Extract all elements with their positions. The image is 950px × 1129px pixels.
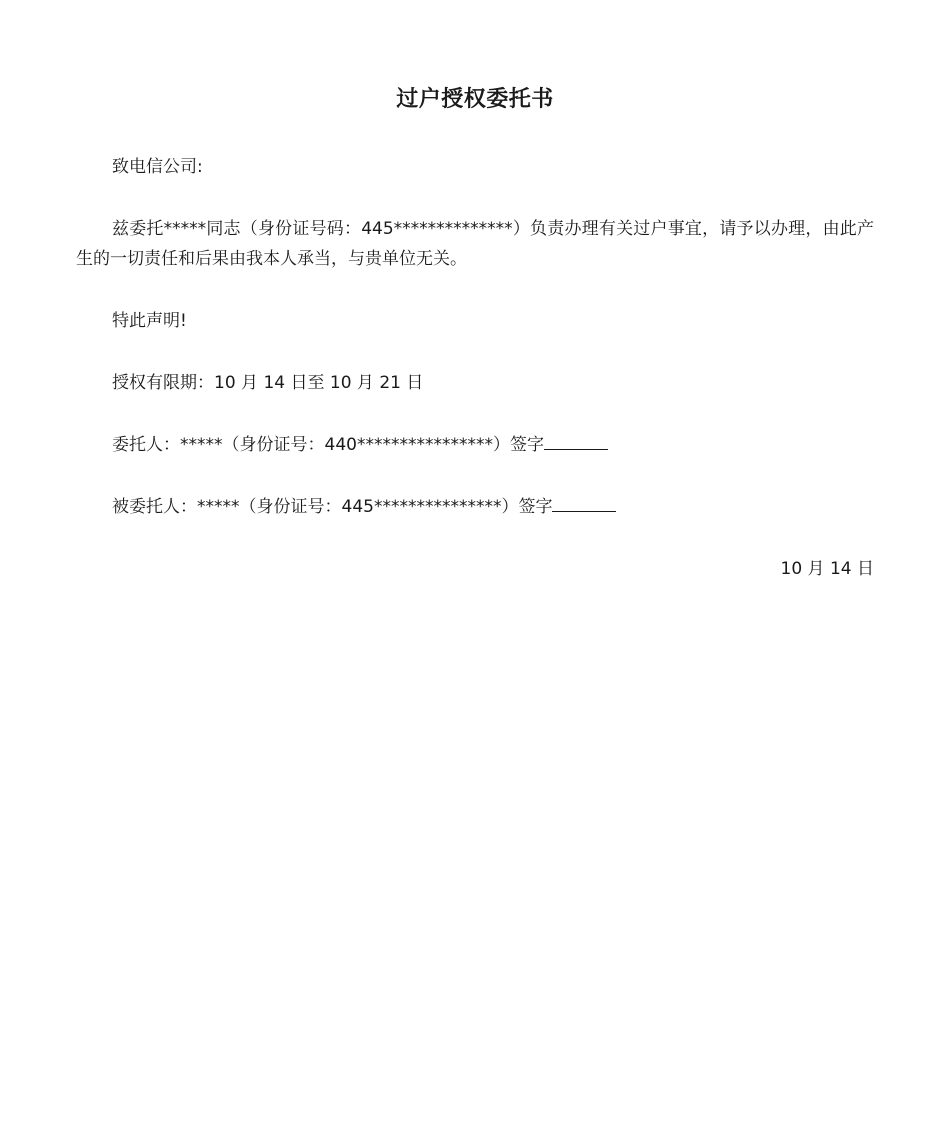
agent-line (76, 492, 874, 522)
principal-line (76, 430, 874, 460)
principal-signature-blank (544, 431, 608, 450)
body-paragraph: 兹委托*****同志（身份证号码：445**************）负责办理有关过户事宜，请予以办理，由此产生的一切责任和后果由我本人承当，与贵单位无关。 (76, 219, 874, 269)
salutation: 致电信公司: (112, 157, 203, 177)
document-title: 过户授权委托书 (396, 87, 554, 112)
declaration: 特此声明! (112, 311, 187, 331)
agent-text: 被委托人：*****（身份证号：445***************）签字 (112, 497, 553, 517)
agent-signature-blank (552, 493, 616, 512)
validity-period: 授权有限期：10 月 14 日至 10 月 21 日 (112, 373, 424, 393)
document-date: 10 月 14 日 (780, 559, 874, 579)
principal-text: 委托人：*****（身份证号：440****************）签字 (112, 435, 544, 455)
